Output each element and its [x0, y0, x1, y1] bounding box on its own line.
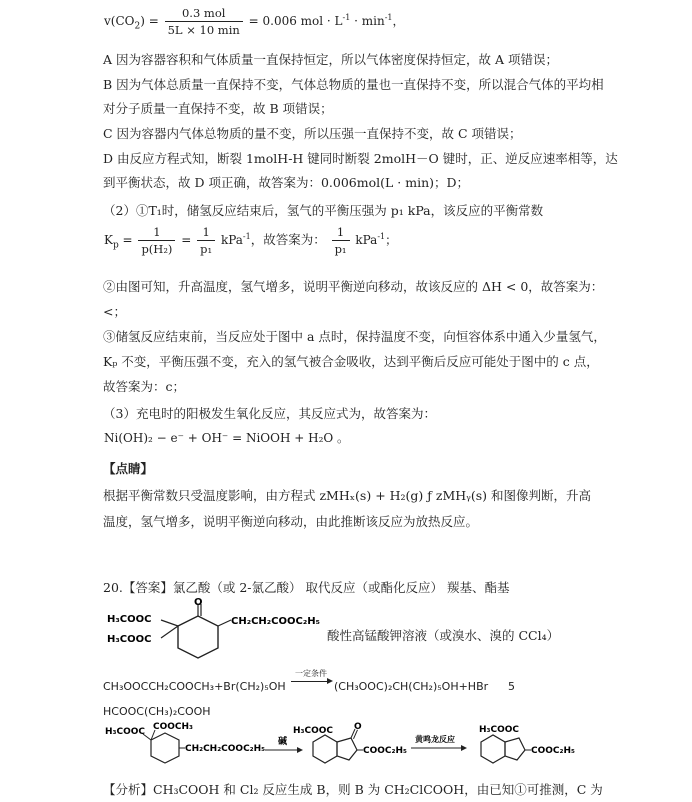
part2-line3c: 故答案为：c； — [103, 379, 186, 394]
scheme-m1-top2: COOCH₃ — [153, 722, 193, 732]
q20-eq1-right: (CH₃OOC)₂CH(CH₂)₅OH+HBr — [334, 680, 489, 693]
option-b-text-1: B 因为气体总质量一直保持不变，气体总物质的量也一直保持不变，所以混合气体的平均相 — [103, 77, 604, 92]
q20-eq1-condition: 一定条件 — [295, 669, 327, 678]
scheme-m3-chain: COOC₂H₅ — [531, 746, 575, 756]
q20-analysis: 【分析】CH₃COOH 和 Cl₂ 反应生成 B，则 B 为 CH₂ClCOOH，由已知①可推测，C 为 — [103, 782, 603, 797]
option-d-text-2: 到平衡状态，故 D 项正确，故答案为：0.006mol(L · min)；D； — [103, 175, 470, 190]
scheme-m2-chain: COOC₂H₅ — [363, 746, 407, 756]
rate-fraction: $\frac{\text{0.3 mol}}{5L \times 10 \min}$ — [165, 6, 243, 37]
part2-intro: （2）①T₁时，储氢反应结束后，氢气的平衡压强为 p₁ kPa，该反应的平衡常数 — [103, 203, 544, 218]
q20-answer-line: 20.【答案】氯乙酸（或 2-氯乙酸） 取代反应（或酯化反应） 羰基、酯基 — [103, 580, 510, 595]
part2-line2b: <； — [103, 304, 126, 319]
struct1-oxygen: O — [194, 598, 203, 608]
option-b-text-2: 对分子质量一直保持不变，故 B 项错误； — [103, 101, 333, 116]
part2-line3b: Kₚ 不变，平衡压强不变，充入的氢气被合金吸收，达到平衡后反应可能处于图中的 c 点， — [103, 354, 599, 369]
q20-eq1-left: CH₃OOCCH₂COOCH₃+Br(CH₂)₅OH — [103, 680, 286, 693]
kp-equation: $K_p$ = $\frac{1}{\text{p(H₂)}}$ = $\frac{1}{\text{p₁}}$ kPa$^{-1}$，故答案为： $\frac{1}{\text{p₁}}$ kPa$^{-1}$； — [104, 225, 398, 256]
option-c-text: C 因为容器内气体总物质的量不变，所以压强一直保持不变，故 C 项错误； — [103, 126, 522, 141]
part2-line3a: ③储氢反应结束前，当反应处于图中 a 点时，保持温度不变，向恒容体系中通入少量氢气， — [103, 329, 606, 344]
q20-eq1-number: 5 — [508, 680, 515, 693]
option-a-text: A 因为容器容积和气体质量一直保持恒定，所以气体密度保持恒定，故 A 项错误； — [103, 52, 558, 67]
scheme-m3-top: H₃COOC — [479, 725, 519, 735]
scheme-arrow2-label: 黄鸣龙反应 — [415, 735, 455, 744]
structure-diagram-1 — [103, 598, 343, 668]
struct1-ester-b: H₃COOC — [107, 634, 152, 645]
scheme-m2-top: H₃COOC — [293, 726, 333, 736]
comment-heading: 【点睛】 — [103, 461, 154, 476]
struct1-chain: CH₂CH₂COOC₂H₅ — [231, 616, 320, 627]
q20-reagent: 酸性高锰酸钾溶液（或溴水、溴的 CCl₄） — [327, 628, 560, 643]
rate-equation: $v(CO_2)$ = $\frac{\text{0.3 mol}}{5L \times 10 \min}$ = 0.006 mol · $L^{-1} \cdot \min^{-1}$， — [104, 6, 405, 37]
q20-eq1-arrow — [291, 668, 331, 682]
comment-line2: 温度，氢气增多，说明平衡逆向移动，由此推断该反应为放热反应。 — [103, 514, 479, 529]
option-d-text-1: D 由反应方程式知，断裂 1molH-H 键同时断裂 2molH－O 键时，正、逆反应速率相等，达 — [103, 151, 618, 166]
electrode-equation: Ni(OH)₂ − e⁻ + OH⁻ = NiOOH + H₂O 。 — [104, 431, 350, 445]
comment-line1: 根据平衡常数只受温度影响，由方程式 zMHₓ(s) + H₂(g) ƒ zMHᵧ(s) 和图像判断，升高 — [103, 488, 592, 503]
q20-eq2: HCOOC(CH₃)₂COOH — [103, 705, 211, 718]
scheme-m1-chain: CH₂CH₂COOC₂H₅ — [185, 744, 266, 754]
part2-line2a: ②由图可知，升高温度，氢气增多，说明平衡逆向移动，故该反应的 ΔH < 0，故答案为： — [103, 279, 604, 294]
struct1-ester-a: H₃COOC — [107, 614, 152, 625]
reaction-scheme — [103, 720, 593, 775]
part3-line: （3）充电时的阳极发生氧化反应，其反应式为，故答案为： — [103, 406, 436, 421]
scheme-m1-top1: H₃COOC — [105, 727, 145, 737]
scheme-m2-oxygen: O — [354, 722, 362, 732]
scheme-arrow1-label: 碱 — [278, 737, 288, 747]
